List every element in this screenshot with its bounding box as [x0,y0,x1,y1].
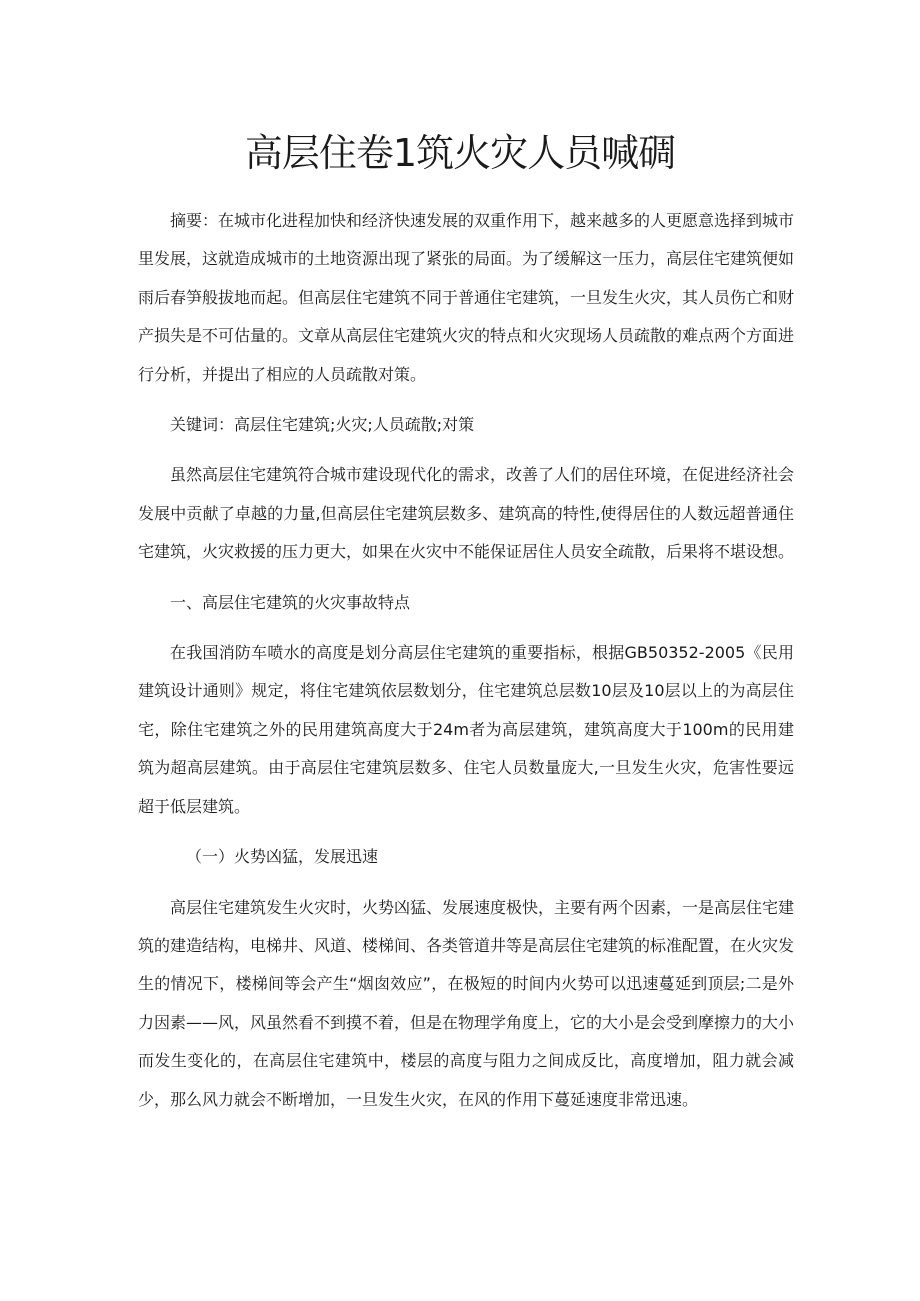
section-heading: 一、高层住宅建筑的火灾事故特点 [170,592,411,612]
intro-paragraph: 虽然高层住宅建筑符合城市建设现代化的需求，改善了人们的居住环境，在促进经济社会发展中贡献了卓越的力量,但高层住宅建筑层数多、建筑高的特性,使得居住的人数远超普通住宅建筑，火灾救援的压力更大，如果在火灾中不能保证居住人员安全疏散，后果将不堪设想。 [138,465,795,562]
document-title: 高层住卷1筑火灾人员喊碉 [244,131,676,175]
document-body [138,202,794,1131]
keywords-paragraph: 关键词：高层住宅建筑;火灾;人员疏散;对策 [170,415,475,435]
subsection-heading: （一）火势凶猛，发展迅速 [186,847,379,867]
section-paragraph: 在我国消防车喷水的高度是划分高层住宅建筑的重要指标，根据GB50352-2005《民用建筑设计通则》规定，将住宅建筑依层数划分，住宅建筑总层数10层及10层以上的为高层住宅，除住宅建筑之外的民用建筑高度大于24m者为高层建筑，建筑高度大于100m的民用建筑为超高层建筑。由于高层住宅建筑层数多、住宅人员数量庞大,一旦发生火灾，危害性要远超于低层建筑。 [138,643,794,816]
abstract-paragraph: 摘要：在城市化进程加快和经济快速发展的双重作用下，越来越多的人更愿意选择到城市里发展，这就造成城市的土地资源出现了紧张的局面。为了缓解这一压力，高层住宅建筑便如雨后春笋般拔地而起。但高层住宅建筑不同于普通住宅建筑，一旦发生火灾，其人员伤亡和财产损失是不可估量的。文章从高层住宅建筑火灾的特点和火灾现场人员疏散的难点两个方面进行分析，并提出了相应的人员疏散对策。 [138,211,795,384]
subsection-paragraph: 高层住宅建筑发生火灾时，火势凶猛、发展速度极快，主要有两个因素，一是高层住宅建筑的建造结构，电梯井、风道、楼梯间、各类管道井等是高层住宅建筑的标准配置，在火灾发生的情况下，楼梯间等会产生“烟囱效应”，在极短的时间内火势可以迅速蔓延到顶层;二是外力因素——风，风虽然看不到摸不着，但是在物理学角度上，它的大小是会受到摩擦力的大小而发生变化的，在高层住宅建筑中，楼层的高度与阻力之间成反比，高度增加，阻力就会减少，那么风力就会不断增加，一旦发生火灾，在风的作用下蔓延速度非常迅速。 [138,897,795,1109]
